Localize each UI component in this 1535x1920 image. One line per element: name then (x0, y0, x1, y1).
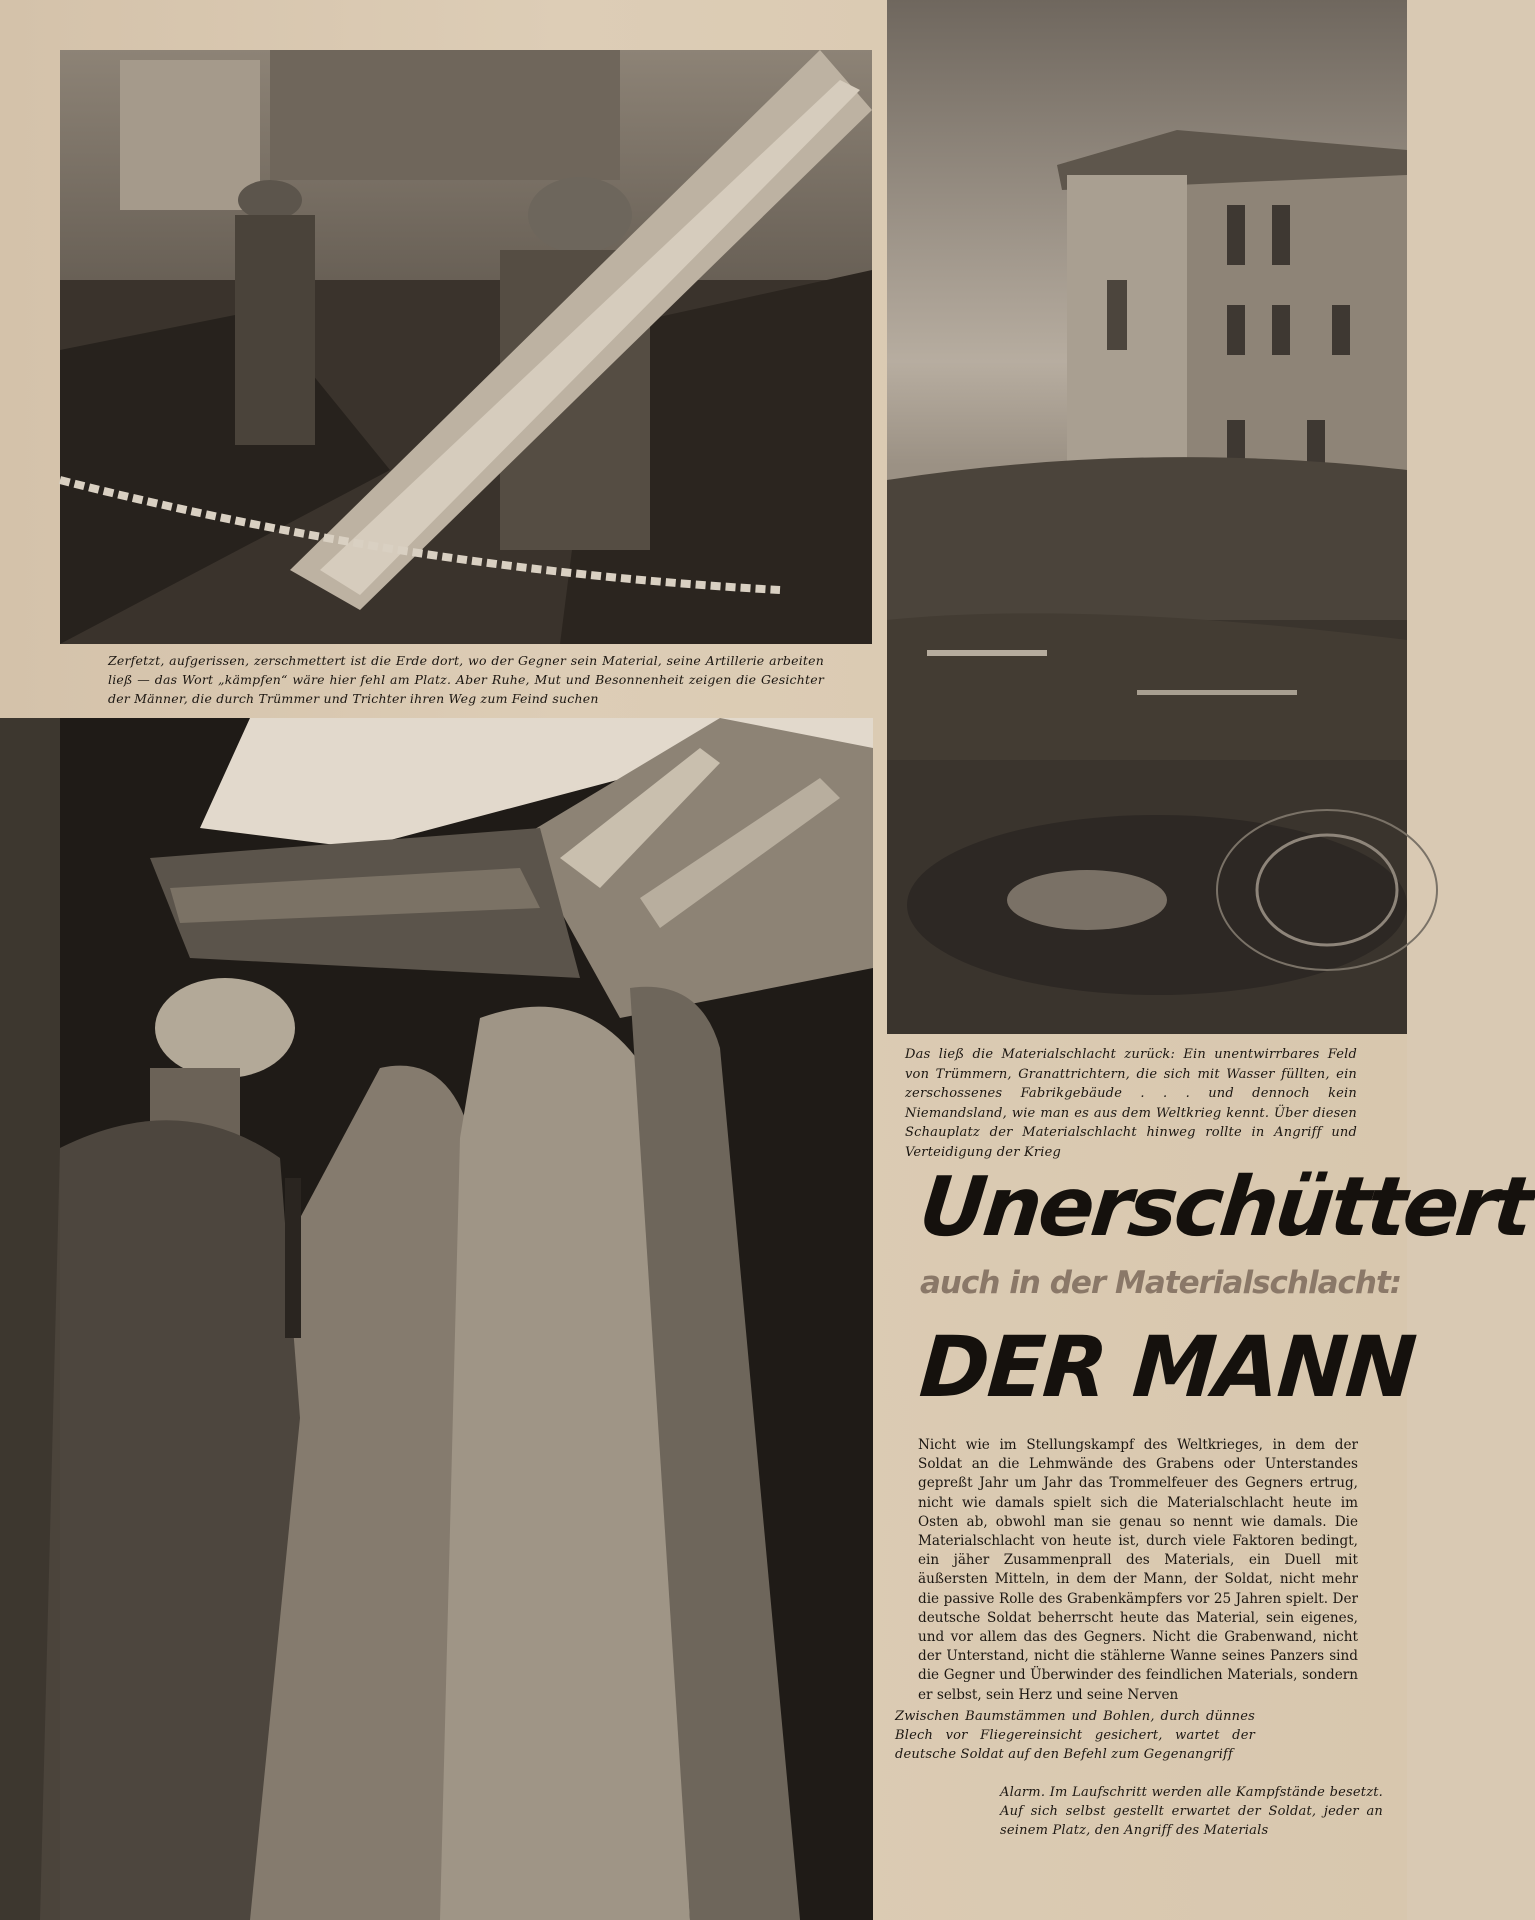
photo-ruined-factory (887, 0, 1407, 1034)
headline-subtitle: auch in der Materialschlacht: (920, 1265, 1402, 1301)
photo-soldier-in-dugout (0, 718, 873, 1920)
caption-dugout: Zwischen Baumstämmen und Bohlen, durch dünnes Blech vor Fliegereinsicht gesichert, wartet der deutsche Soldat auf den Befehl zum Gegenangriff (895, 1709, 1255, 1762)
headline-unerschuettert: Unerschüttert (915, 1160, 1535, 1255)
article-body: Nicht wie im Stellungskampf des Weltkrieges, in dem der Soldat an die Lehmwände des Grabens oder Unterstandes gepreßt Jahr um Jahr das Trommelfeuer des Gegners ertrug, nicht wie damals spielt sich die Materialschlacht heute im Osten ab, obwohl man sie genau so nennt wie damals. Die Materialschlacht von heute ist, durch viele Faktoren bedingt, ein jäher Zusammenprall des Materials, ein Duell mit äußersten Mitteln, in dem der Mann, der Soldat, nicht mehr die passive Rolle des Grabenkämpfers vor 25 Jahren spielt. Der deutsche Soldat beherrscht heute das Material, sein eigenes, und vor allem das des Gegners. Nicht die Grabenwand, nicht der Unterstand, nicht die stählerne Wanne seines Panzers sind die Gegner und Überwinder des feindlichen Materials, sondern er selbst, sein Herz und seine Nerven (918, 1437, 1358, 1703)
caption-top-left: Zerfetzt, aufgerissen, zerschmettert ist die Erde dort, wo der Gegner sein Material, seine Artillerie arbeiten ließ — das Wort „kämpfen“ wäre hier fehl am Platz. Aber Ruhe, Mut und Besonnenheit zeigen die Gesichter der Männer, die durch Trümmer und Trichter ihren Weg zum Feind suchen (108, 653, 824, 706)
photo-soldier-in-dugout-image (0, 718, 873, 1920)
photo-ruined-factory-image (887, 0, 1407, 1034)
caption-alarm: Alarm. Im Laufschritt werden alle Kampfstände besetzt. Auf sich selbst gestellt erwartet der Soldat, jeder an seinem Platz, den Angriff des Materials (1000, 1785, 1383, 1838)
headline-der-mann: DER MANN (916, 1318, 1418, 1416)
photo-soldiers-in-ruins (60, 50, 872, 644)
caption-right: Das ließ die Materialschlacht zurück: Ein unentwirrbares Feld von Trümmern, Granattrichtern, die sich mit Wasser füllten, ein zerschossenes Fabrikgebäude . . . und dennoch kein Niemandsland, wie man es aus dem Weltkrieg kennt. Über diesen Schauplatz der Materialschlacht hinweg rollte in Angriff und Verteidigung der Krieg (905, 1047, 1357, 1160)
photo-soldiers-in-ruins-image (60, 50, 872, 644)
